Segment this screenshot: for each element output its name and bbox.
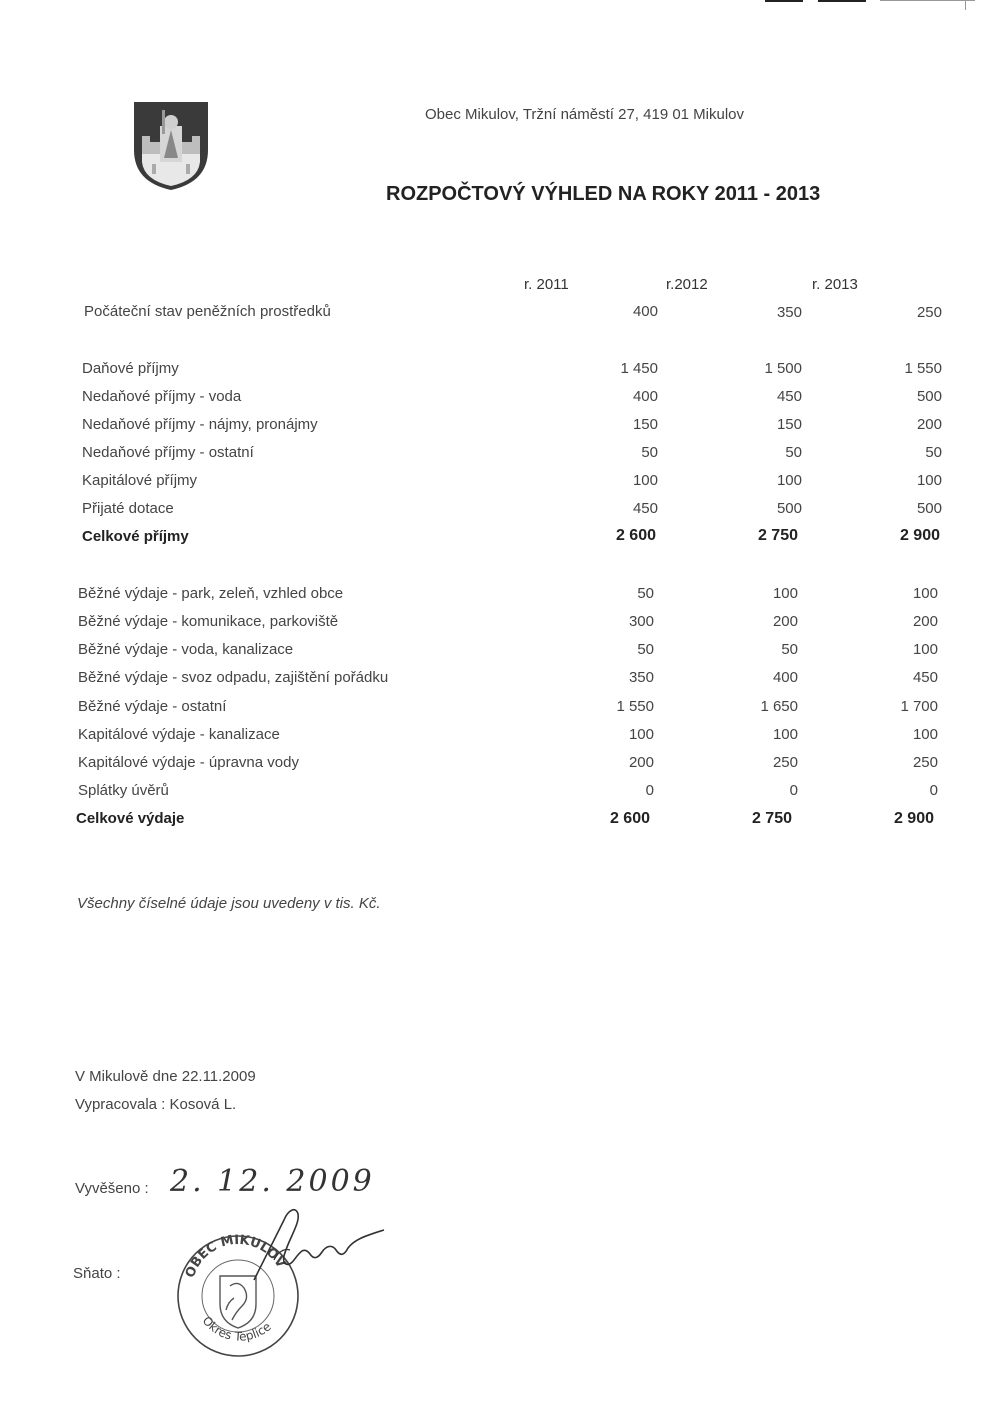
table-cell: 100 (912, 585, 938, 602)
opening-balance-2011: 400 (632, 303, 658, 320)
opening-balance-2013: 250 (916, 304, 942, 321)
table-cell: 500 (916, 500, 942, 517)
document-title: ROZPOČTOVÝ VÝHLED NA ROKY 2011 - 2013 (386, 183, 821, 205)
table-cell: 1 650 (760, 698, 798, 715)
table-cell: 100 (916, 472, 942, 489)
table-cell: 200 (916, 416, 942, 433)
table-row-label: Přijaté dotace (82, 500, 174, 517)
table-row-label: Kapitálové výdaje - kanalizace (78, 726, 280, 743)
coat-of-arms-logo (132, 100, 210, 192)
signature (244, 1200, 390, 1290)
table-cell: 1 550 (904, 360, 942, 377)
table-cell: 50 (925, 444, 942, 461)
table-cell: 100 (632, 472, 658, 489)
table-cell: 0 (645, 782, 654, 799)
municipality-address: Obec Mikulov, Tržní náměstí 27, 419 01 Mikulov (425, 106, 745, 123)
table-cell: 50 (781, 641, 798, 658)
table-cell: 100 (628, 726, 654, 743)
table-row-label: Běžné výdaje - svoz odpadu, zajištění pořádku (78, 669, 389, 686)
table-cell: 500 (776, 500, 802, 517)
table-row-label: Kapitálové výdaje - úpravna vody (78, 754, 299, 771)
table-cell: 100 (772, 585, 798, 602)
expense-total-label: Celkové výdaje (76, 810, 185, 827)
svg-text:Okres Teplice (200, 1314, 274, 1344)
income-total-2011: 2 600 (615, 527, 656, 544)
column-header-2013: r. 2013 (812, 276, 858, 293)
table-cell: 200 (628, 754, 654, 771)
table-cell: 100 (772, 726, 798, 743)
table-cell: 350 (628, 669, 654, 686)
table-cell: 450 (912, 669, 938, 686)
expense-total-2012: 2 750 (751, 810, 792, 827)
units-note: Všechny číselné údaje jsou uvedeny v tis. Kč. (77, 895, 381, 912)
table-cell: 300 (628, 613, 654, 630)
table-cell: 50 (637, 585, 654, 602)
table-cell: 100 (912, 641, 938, 658)
scan-mark (880, 0, 975, 1)
table-row-label: Kapitálové příjmy (82, 472, 198, 489)
table-cell: 1 450 (620, 360, 658, 377)
table-cell: 250 (772, 754, 798, 771)
scan-mark (965, 0, 966, 10)
place-date: V Mikulově dne 22.11.2009 (75, 1068, 256, 1085)
table-row-label: Nedaňové příjmy - nájmy, pronájmy (82, 416, 318, 433)
income-total-label: Celkové příjmy (82, 528, 189, 545)
table-row-label: Běžné výdaje - ostatní (78, 698, 227, 715)
removed-label: Sňato : (73, 1265, 121, 1282)
table-cell: 200 (772, 613, 798, 630)
posted-date-handwritten: 2. 12. 2009 (170, 1164, 375, 1199)
table-row-label: Běžné výdaje - park, zeleň, vzhled obce (78, 585, 344, 602)
table-cell: 500 (916, 388, 942, 405)
table-row-label: Splátky úvěrů (78, 782, 169, 799)
income-total-2012: 2 750 (757, 527, 798, 544)
table-cell: 1 700 (900, 698, 938, 715)
table-cell: 400 (632, 388, 658, 405)
table-row-label: Běžné výdaje - voda, kanalizace (78, 641, 294, 658)
stamp-bottom-text: Okres Teplice (199, 1313, 274, 1344)
table-cell: 250 (912, 754, 938, 771)
expense-total-2013: 2 900 (893, 810, 934, 827)
table-cell: 150 (776, 416, 802, 433)
table-cell: 400 (772, 669, 798, 686)
prepared-by: Vypracovala : Kosová L. (75, 1096, 237, 1113)
table-cell: 50 (785, 444, 802, 461)
table-row-label: Běžné výdaje - komunikace, parkoviště (78, 613, 339, 630)
posted-label: Vyvěšeno : (75, 1180, 149, 1197)
table-cell: 0 (929, 782, 938, 799)
opening-balance-label: Počáteční stav peněžních prostředků (84, 303, 331, 320)
table-cell: 450 (776, 388, 802, 405)
opening-balance-2012: 350 (776, 304, 802, 321)
table-cell: 50 (641, 444, 658, 461)
expense-total-2011: 2 600 (609, 810, 650, 827)
table-cell: 1 550 (616, 698, 654, 715)
table-cell: 200 (912, 613, 938, 630)
column-header-2012: r.2012 (666, 276, 708, 293)
scan-mark (818, 0, 866, 2)
table-row-label: Nedaňové příjmy - voda (82, 388, 242, 405)
table-cell: 50 (637, 641, 654, 658)
scan-mark (765, 0, 803, 2)
table-row-label: Daňové příjmy (82, 360, 179, 377)
stamp-top-text: OBEC MIKULOV (182, 1232, 289, 1280)
table-cell: 450 (632, 500, 658, 517)
table-cell: 100 (776, 472, 802, 489)
table-cell: 1 500 (764, 360, 802, 377)
table-cell: 100 (912, 726, 938, 743)
table-cell: 0 (789, 782, 798, 799)
income-total-2013: 2 900 (899, 527, 940, 544)
table-row-label: Nedaňové příjmy - ostatní (82, 444, 254, 461)
table-cell: 150 (632, 416, 658, 433)
column-header-2011: r. 2011 (524, 276, 569, 293)
